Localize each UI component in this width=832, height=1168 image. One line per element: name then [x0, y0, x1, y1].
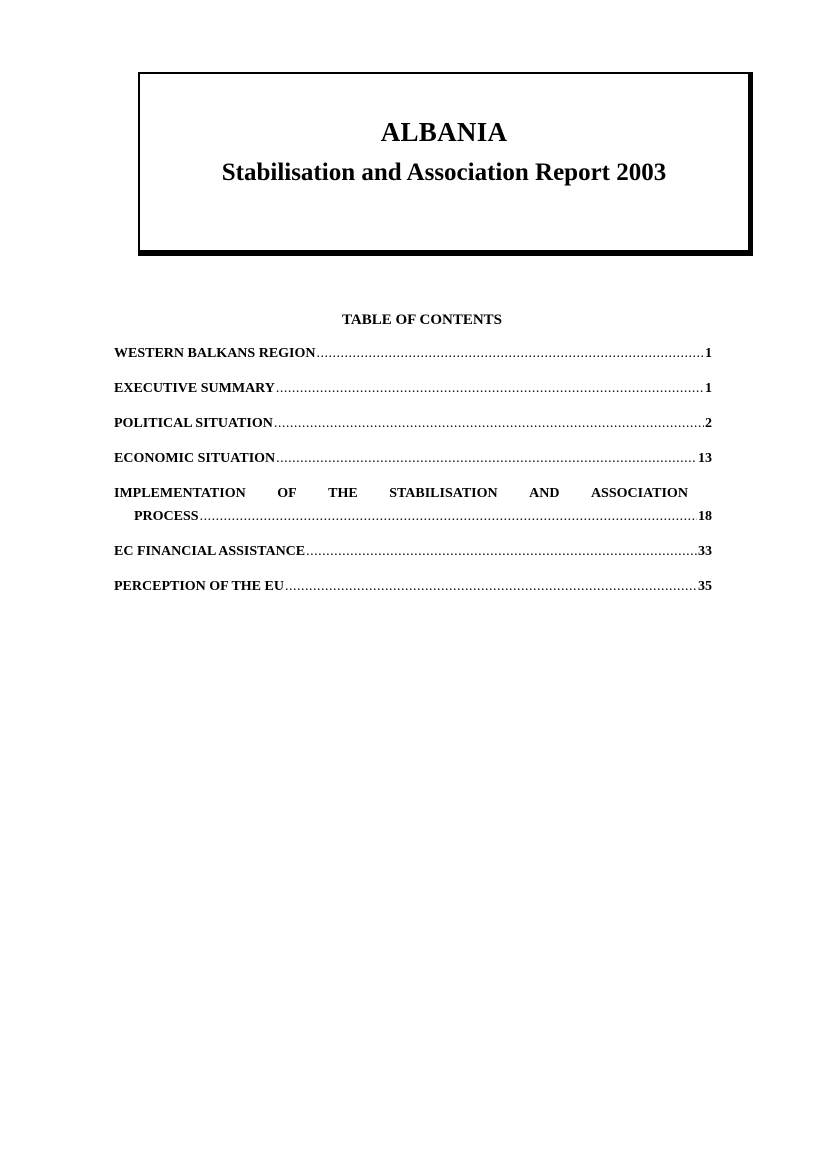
toc-dot-leader [317, 346, 705, 362]
toc-entry-page: 33 [698, 544, 712, 559]
toc-entry-label-continued: PROCESS [134, 509, 199, 524]
toc-entry-political-situation[interactable] [114, 416, 712, 437]
toc-dot-leader [274, 416, 704, 432]
toc-entry-ec-financial-assistance[interactable] [114, 544, 712, 565]
toc-entry-label: POLITICAL SITUATION [114, 416, 273, 431]
toc-entry-label-line [114, 486, 688, 507]
toc-entry-page: 35 [698, 579, 712, 594]
toc-entry-label: EC FINANCIAL ASSISTANCE [114, 544, 306, 559]
toc-entry-executive-summary[interactable] [114, 381, 712, 402]
toc-entry-implementation-saa-process[interactable] [114, 486, 712, 530]
toc-entry-page: 1 [705, 346, 712, 361]
toc-dot-leader [276, 451, 697, 467]
toc-dot-leader [200, 509, 697, 525]
toc-word: STABILISATION [389, 486, 498, 501]
table-of-contents [114, 346, 712, 614]
toc-heading: TABLE OF CONTENTS [341, 312, 503, 328]
toc-dot-leader [276, 381, 704, 397]
toc-entry-economic-situation[interactable] [114, 451, 712, 472]
toc-entry-western-balkans-region[interactable] [114, 346, 712, 367]
toc-entry-label: WESTERN BALKANS REGION [114, 346, 316, 361]
toc-word: ASSOCIATION [590, 486, 688, 501]
toc-entry-page: 18 [698, 509, 712, 524]
toc-entry-label: PERCEPTION OF THE EU [114, 579, 284, 594]
document-report-title: Stabilisation and Association Report 2003 [221, 159, 667, 186]
toc-entry-page: 13 [698, 451, 712, 466]
toc-word: OF [277, 486, 297, 501]
toc-word: IMPLEMENTATION [114, 486, 246, 501]
toc-entry-continuation-line [114, 509, 712, 530]
toc-word: AND [529, 486, 560, 501]
toc-word: THE [328, 486, 358, 501]
toc-entry-perception-of-the-eu[interactable] [114, 579, 712, 600]
toc-entry-label: ECONOMIC SITUATION [114, 451, 276, 466]
toc-entry-page: 1 [705, 381, 712, 396]
title-box [138, 72, 753, 256]
document-country-title: ALBANIA [380, 117, 508, 147]
toc-entry-page: 2 [705, 416, 712, 431]
toc-entry-label: EXECUTIVE SUMMARY [114, 381, 275, 396]
toc-dot-leader [285, 579, 697, 595]
toc-dot-leader [306, 544, 697, 560]
